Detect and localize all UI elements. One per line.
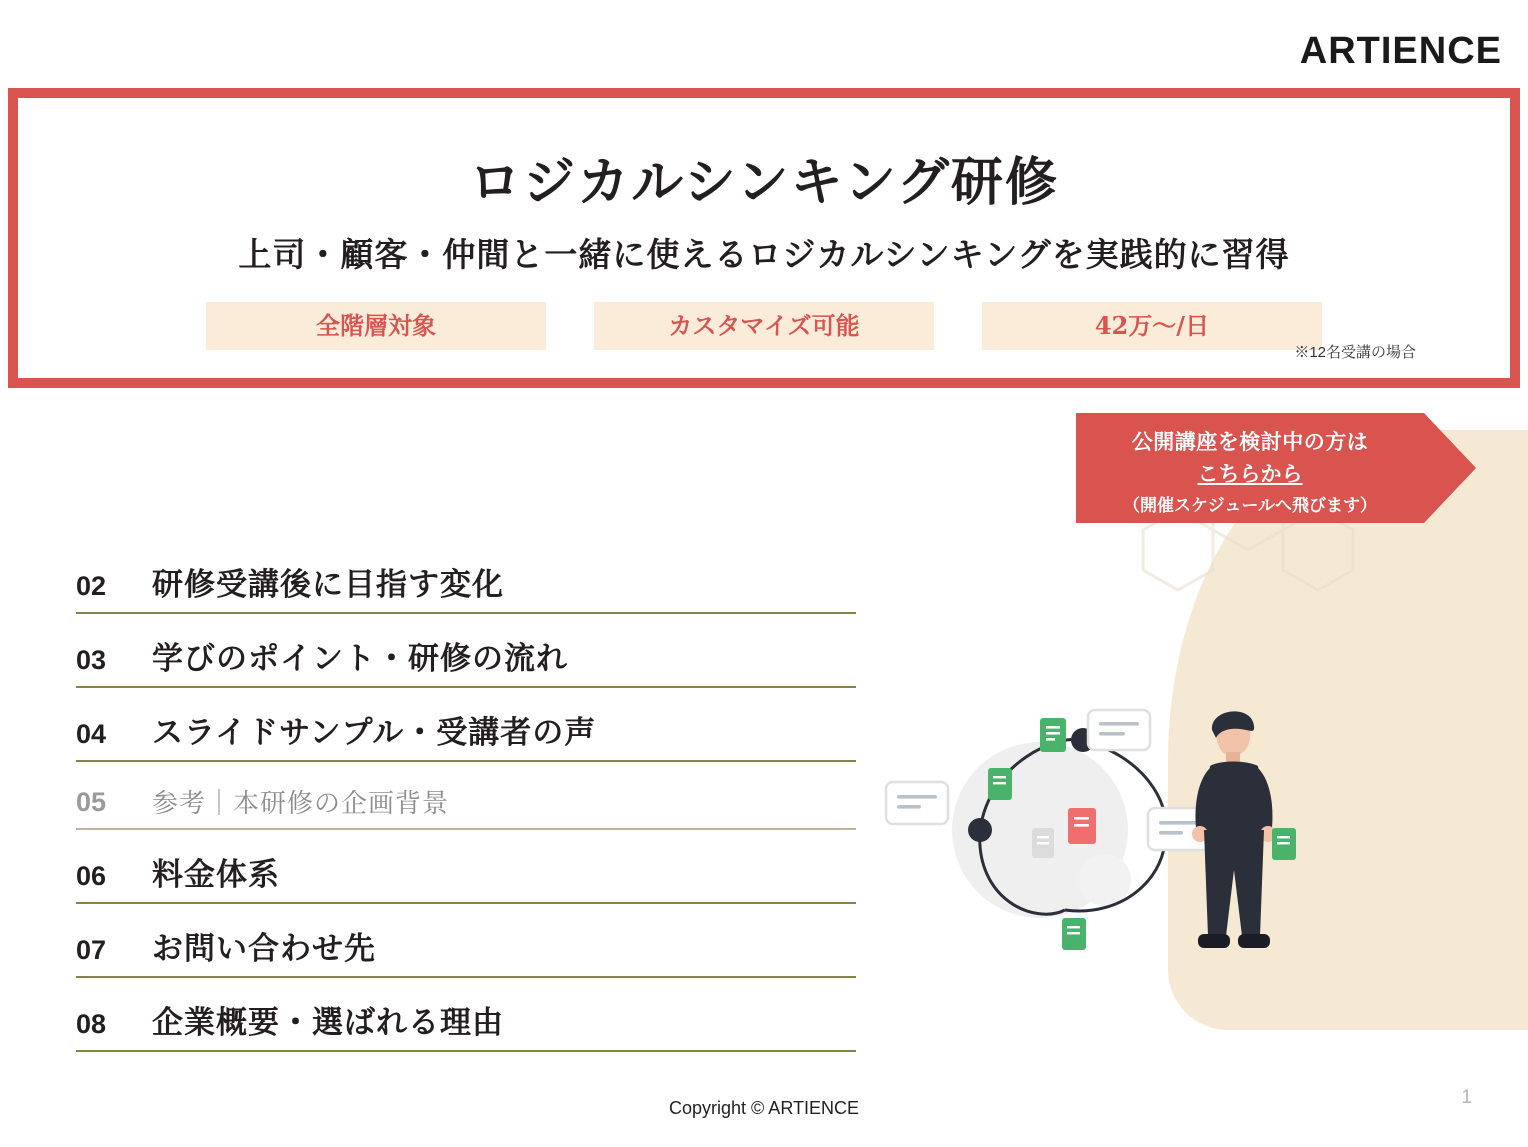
arrow-right-icon: [1424, 413, 1476, 523]
toc-item-04[interactable]: [76, 688, 856, 762]
toc-label: 料金体系: [152, 857, 280, 893]
toc-item-02[interactable]: [76, 540, 856, 614]
toc-number: 05: [76, 787, 107, 817]
toc-item-08[interactable]: [76, 978, 856, 1052]
public-course-cta-banner[interactable]: [1076, 413, 1476, 523]
toc-label: 学びのポイント・研修の流れ: [152, 641, 568, 677]
toc-item-03[interactable]: [76, 614, 856, 688]
person-figure: [1192, 711, 1296, 948]
page-number: 1: [1461, 1087, 1472, 1108]
toc-item-06[interactable]: [76, 830, 856, 904]
course-title: ロジカルシンキング研修: [469, 152, 1059, 213]
hero-banner: [8, 88, 1520, 388]
toc-label: 参考｜本研修の企画背景: [152, 789, 450, 819]
table-of-contents: [76, 540, 856, 1052]
toc-label: 企業概要・選ばれる理由: [152, 1005, 504, 1041]
brand-logo: ARTIENCE: [1299, 30, 1502, 72]
toc-label: お問い合わせ先: [152, 931, 376, 967]
badge-list: [18, 302, 1510, 350]
toc-number: 06: [76, 861, 107, 891]
badge-target-audience: 全階層対象: [206, 302, 546, 350]
toc-number: 04: [76, 719, 107, 749]
logical-thinking-illustration: [880, 700, 1360, 1030]
badge-price: 42万〜/日: [982, 302, 1322, 350]
course-subtitle: 上司・顧客・仲間と一緒に使えるロジカルシンキングを実践的に習得: [238, 235, 1290, 274]
copyright-text: Copyright © ARTIENCE: [669, 1098, 859, 1118]
toc-number: 07: [76, 935, 107, 965]
badge-customizable: カスタマイズ可能: [594, 302, 934, 350]
toc-item-07[interactable]: [76, 904, 856, 978]
toc-number: 03: [76, 645, 107, 675]
toc-item-05[interactable]: [76, 762, 856, 830]
toc-label: 研修受講後に目指す変化: [152, 567, 504, 603]
cta-line-3: （開催スケジュールへ飛びます）: [1123, 496, 1377, 516]
toc-number: 08: [76, 1009, 107, 1039]
price-footnote: ※12名受講の場合: [1294, 344, 1416, 361]
toc-label: スライドサンプル・受講者の声: [152, 715, 597, 751]
cta-line-1: 公開講座を検討中の方は: [1131, 429, 1369, 454]
cta-link-text[interactable]: こちらから: [1197, 461, 1303, 486]
toc-number: 02: [76, 571, 107, 601]
cta-body[interactable]: [1076, 413, 1424, 523]
